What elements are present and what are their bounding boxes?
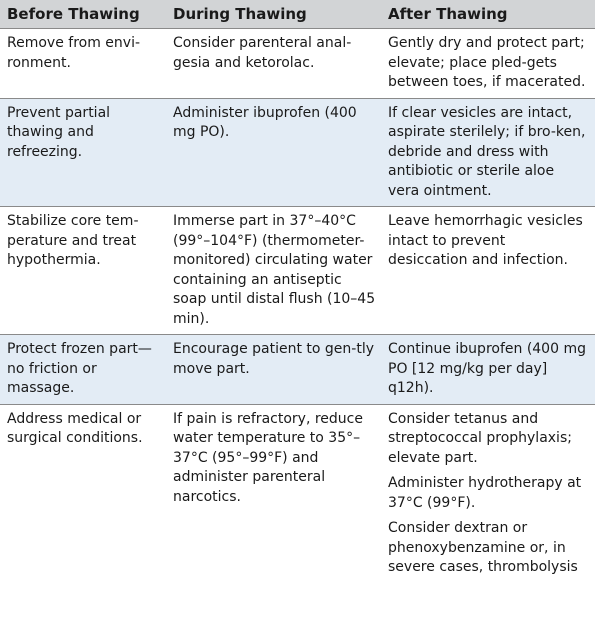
cell-paragraph: Consider tetanus and streptococcal prophylaxis; elevate part.: [388, 410, 572, 466]
table-row: [0, 98, 595, 207]
cell-paragraph: Continue ibuprofen (400 mg PO [12 mg/kg per day] q12h).: [388, 341, 586, 396]
cell-during-thawing: Consider parenteral anal-gesia and ketorolac.: [168, 29, 382, 99]
header-before-thawing: Before Thawing: [0, 0, 168, 29]
cell-before-thawing: Prevent partial thawing and refreezing.: [0, 98, 168, 207]
table-row: [0, 335, 595, 405]
cell-before-thawing: Remove from envi-ronment.: [0, 29, 168, 99]
header-after-thawing: After Thawing: [382, 0, 595, 29]
table-row: [0, 404, 595, 583]
cell-during-thawing: Encourage patient to gen-tly move part.: [168, 335, 382, 405]
cell-after-thawing: [382, 98, 595, 207]
cell-before-thawing: Stabilize core tem-perature and treat hypothermia.: [0, 207, 168, 335]
table-row: [0, 29, 595, 99]
cell-paragraph: If clear vesicles are intact, aspirate sterilely; if bro-ken, debride and dress with antibiotic or sterile aloe vera ointment.: [388, 104, 586, 199]
cell-after-thawing: [382, 207, 595, 335]
cell-before-thawing: Address medical or surgical conditions.: [0, 404, 168, 583]
cell-paragraph: Gently dry and protect part; elevate; place pled-gets between toes, if macerated.: [388, 35, 586, 90]
cell-after-thawing: [382, 404, 595, 583]
cell-paragraph: Administer hydrotherapy at 37°C (99°F).: [388, 475, 582, 511]
cell-paragraph: Leave hemorrhagic vesicles intact to prevent desiccation and infection.: [388, 213, 583, 268]
cell-before-thawing: Protect frozen part—no friction or massage.: [0, 335, 168, 405]
cell-during-thawing: Immerse part in 37°–40°C (99°–104°F) (thermometer-monitored) circulating water containing an antiseptic soap until distal flush (10–45 min).: [168, 207, 382, 335]
cell-after-thawing: [382, 335, 595, 405]
table-header-row: [0, 0, 595, 29]
cell-paragraph: Consider dextran or phenoxybenzamine or, in severe cases, thrombolysis: [388, 520, 578, 575]
cell-during-thawing: If pain is refractory, reduce water temperature to 35°–37°C (95°–99°F) and administer parenteral narcotics.: [168, 404, 382, 583]
cell-during-thawing: Administer ibuprofen (400 mg PO).: [168, 98, 382, 207]
cell-after-thawing: [382, 29, 595, 99]
table-row: [0, 207, 595, 335]
header-during-thawing: During Thawing: [168, 0, 382, 29]
